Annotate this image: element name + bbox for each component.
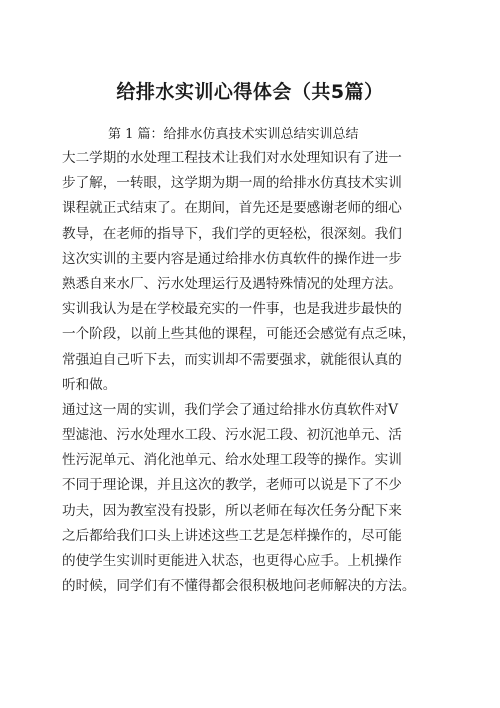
document-body <box>62 146 442 599</box>
text-line: 型滤池、污水处理水工段、污水泥工段、初沉池单元、活 <box>62 427 402 444</box>
text-line: 实训我认为是在学校最充实的一件事，也是我进步最快的 <box>62 301 402 318</box>
text-line: 不同于理论课，并且这次的教学，老师可以说是下了不少 <box>62 477 402 494</box>
paragraph-2 <box>62 398 442 600</box>
section-heading: 第 1 篇：给排水仿真技术实训总结实训总结 <box>108 127 359 142</box>
text-line: 教导，在老师的指导下，我们学的更轻松，很深刻。我们 <box>62 225 402 242</box>
text-line: 一个阶段，以前上些其他的课程，可能还会感觉有点乏味， <box>62 326 416 343</box>
text-line: 熟悉自来水厂、污水处理运行及遇特殊情况的处理方法。 <box>62 275 402 292</box>
text-line: 课程就正式结束了。在期间，首先还是要感谢老师的细心 <box>62 200 402 217</box>
text-line: 之后都给我们口头上讲述这些工艺是怎样操作的，尽可能 <box>62 527 402 544</box>
paragraph-1 <box>62 146 442 398</box>
document-title: 给排水实训心得体会（共5篇） <box>116 81 384 103</box>
text-line: 常强迫自己听下去，而实训却不需要强求，就能很认真的 <box>62 351 402 368</box>
text-line: 步了解，一转眼，这学期为期一周的给排水仿真技术实训 <box>62 175 402 192</box>
text-line: 通过这一周的实训，我们学会了通过给排水仿真软件对V <box>62 401 399 418</box>
text-line: 功夫，因为教室没有投影，所以老师在每次任务分配下来 <box>62 502 402 519</box>
text-line: 的时候，同学们有不懂得都会很积极地问老师解决的方法。 <box>62 578 416 595</box>
text-line: 听和做。 <box>62 376 117 393</box>
text-line: 的使学生实训时更能进入状态，也更得心应手。上机操作 <box>62 553 402 569</box>
text-line: 大二学期的水处理工程技术让我们对水处理知识有了进一 <box>62 150 402 166</box>
text-line: 性污泥单元、消化池单元、给水处理工段等的操作。实训 <box>62 452 402 469</box>
text-line: 这次实训的主要内容是通过给排水仿真软件的操作进一步 <box>62 250 402 267</box>
